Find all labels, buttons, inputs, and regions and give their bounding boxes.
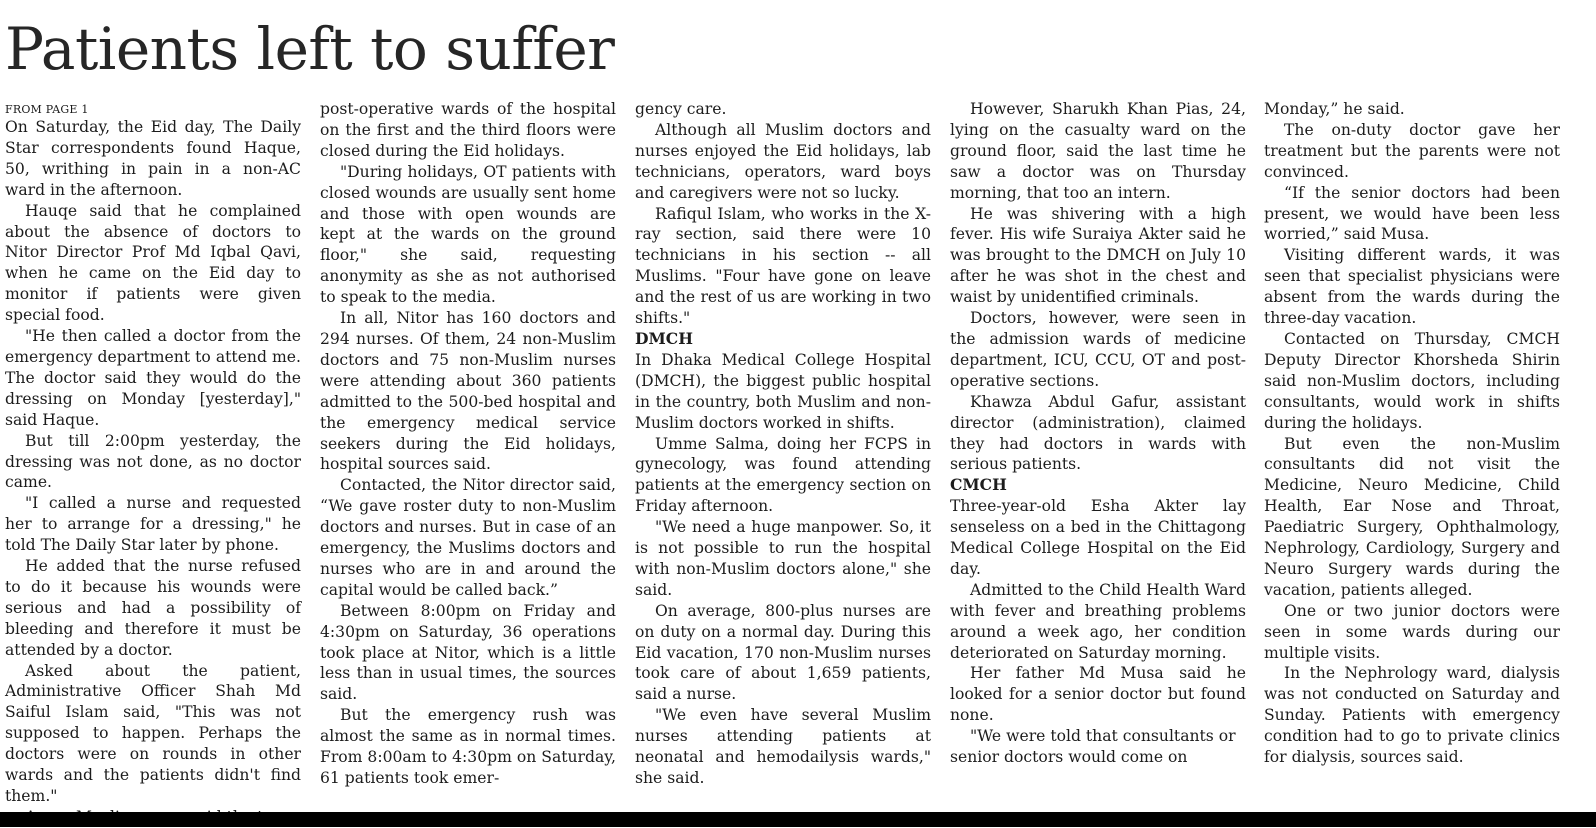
paragraph: gency care. [635,100,727,118]
paragraph: "We even have several Muslim nurses attending patients at neonatal and hemodailysis wards," she said. [635,706,931,787]
paragraph: Khawza Abdul Gafur, assistant director (administration), claimed they had doctors in wards with serious patients. [950,392,1246,474]
paragraph: One or two junior doctors were seen in some wards during our multiple visits. [1264,601,1560,662]
paragraph: Three-year-old Esha Akter lay senseless on a bed in the Chittagong Medical College Hospital on the Eid day. [950,497,1246,578]
paragraph: "We were told that consultants or senior doctors would come on [950,727,1236,767]
paragraph: But till 2:00pm yesterday, the dressing was not done, as no doctor came. [5,431,301,492]
column-5 [1264,99,1560,811]
paragraph: Admitted to the Child Health Ward with fever and breathing problems around a week ago, her condition deteriorated on Saturday morning. [950,580,1246,662]
paragraph: He was shivering with a high fever. His wife Suraiya Akter said he was brought to the DMCH on July 10 after he was shot in the chest and waist by unidentified criminals. [950,204,1246,307]
paragraph: post-operative wards of the hospital on the first and the third floors were closed during the Eid holidays. [320,100,616,160]
paragraph: Monday,” he said. [1264,100,1405,118]
paragraph: "We need a huge manpower. So, it is not possible to run the hospital with non-Muslim doctors alone," she said. [635,518,931,599]
section-subhead-dmch: DMCH [635,328,693,348]
paragraph: In the Nephrology ward, dialysis was not conducted on Saturday and Sunday. Patients with emergency condition had to go to private clinics for dialysis, sources said. [1264,664,1560,767]
paragraph: But the emergency rush was almost the same as in normal times. From 8:00am to 4:30pm on Saturday, 61 patients took emer- [320,706,616,787]
paragraph: Her father Md Musa said he looked for a senior doctor but found none. [950,664,1246,725]
paragraph: “If the senior doctors had been present, we would have been less worried,” said Musa. [1264,183,1560,244]
paragraph: Visiting different wards, it was seen that specialist physicians were absent from the wards during the three-day vacation. [1264,246,1560,328]
paragraph: Contacted, the Nitor director said, “We gave roster duty to non-Muslim doctors and nurses. But in case of an emergency, the Muslims doctors and nurses who are in and around the capital would be called back.” [320,476,616,599]
paragraph: In Dhaka Medical College Hospital (DMCH), the biggest public hospital in the country, both Muslim and non-Muslim doctors worked in shifts. [635,350,931,432]
column-1 [5,99,301,811]
paragraph: "During holidays, OT patients with closed wounds are usually sent home and those with open wounds are kept at the wards on the ground floor," she said, requesting anonymity as she as not authorised to speak to the media. [320,162,616,307]
paragraph: "I called a nurse and requested her to arrange for a dressing," he told The Daily Star later by phone. [5,494,301,555]
paragraph: Asked about the patient, Administrative Officer Shah Md Saiful Islam said, "This was not supposed to happen. Perhaps the doctors were on rounds in other wards and the patients didn't find them." [5,661,301,805]
headline: Patients left to suffer [5,15,615,83]
column-3 [635,99,931,811]
paragraph: The on-duty doctor gave her treatment but the parents were not convinced. [1264,120,1560,181]
paragraph: However, Sharukh Khan Pias, 24, lying on the casualty ward on the ground floor, said the last time he saw a doctor was on Thursday morning, that too an intern. [950,100,1246,202]
paragraph: Although all Muslim doctors and nurses enjoyed the Eid holidays, lab technicians, operators, ward boys and caregivers were not so lucky. [635,120,931,202]
paragraph: "He then called a doctor from the emergency department to attend me. The doctor said they would do the dressing on Monday [yesterday]," said Haque. [5,327,301,429]
paragraph: On average, 800-plus nurses are on duty on a normal day. During this Eid vacation, 170 non-Muslim nurses took care of about 1,659 patients, said a nurse. [635,601,931,704]
paragraph: He added that the nurse refused to do it because his wounds were serious and had a possibility of bleeding and therefore it must be attended by a doctor. [5,557,301,659]
paragraph: Doctors, however, were seen in the admission wards of medicine department, ICU, CCU, OT and post-operative sections. [950,309,1246,390]
paragraph: Umme Salma, doing her FCPS in gynecology, was found attending patients at the emergency section on Friday afternoon. [635,434,931,516]
paragraph: Contacted on Thursday, CMCH Deputy Director Khorsheda Shirin said non-Muslim doctors, including consultants, would work in shifts during the holidays. [1264,329,1560,432]
source-line: FROM PAGE 1 [5,103,89,116]
paragraph: In all, Nitor has 160 doctors and 294 nurses. Of them, 24 non-Muslim doctors and 75 non-Muslim nurses were attending about 360 patients admitted to the 500-bed hospital and the emergency medical service seekers during the Eid holidays, hospital sources said. [320,309,616,474]
section-subhead-cmch: CMCH [950,475,1007,495]
bottom-rule [0,812,1596,827]
paragraph: Between 8:00pm on Friday and 4:30pm on Saturday, 36 operations took place at Nitor, which is a little less than in usual times, the sources said. [320,601,616,704]
article-body [0,99,1596,811]
column-4 [950,99,1246,811]
paragraph: On Saturday, the Eid day, The Daily Star correspondents found Haque, 50, writhing in pain in a non-AC ward in the afternoon. [5,118,301,199]
column-2 [320,99,616,811]
paragraph: Rafiqul Islam, who works in the X-ray section, said there were 10 technicians in his section -- all Muslims. "Four have gone on leave and the rest of us are working in two shifts." [635,204,931,328]
paragraph: Hauqe said that he complained about the absence of doctors to Nitor Director Prof Md Iqbal Qavi, when he came on the Eid day to monitor if patients were given special food. [5,201,301,325]
paragraph: But even the non-Muslim consultants did not visit the Medicine, Neuro Medicine, Child Health, Ear Nose and Throat, Paediatric Surgery, Ophthalmology, Nephrology, Cardiology, Surgery and Neuro Surgery wards during the vacation, patients alleged. [1264,434,1560,599]
